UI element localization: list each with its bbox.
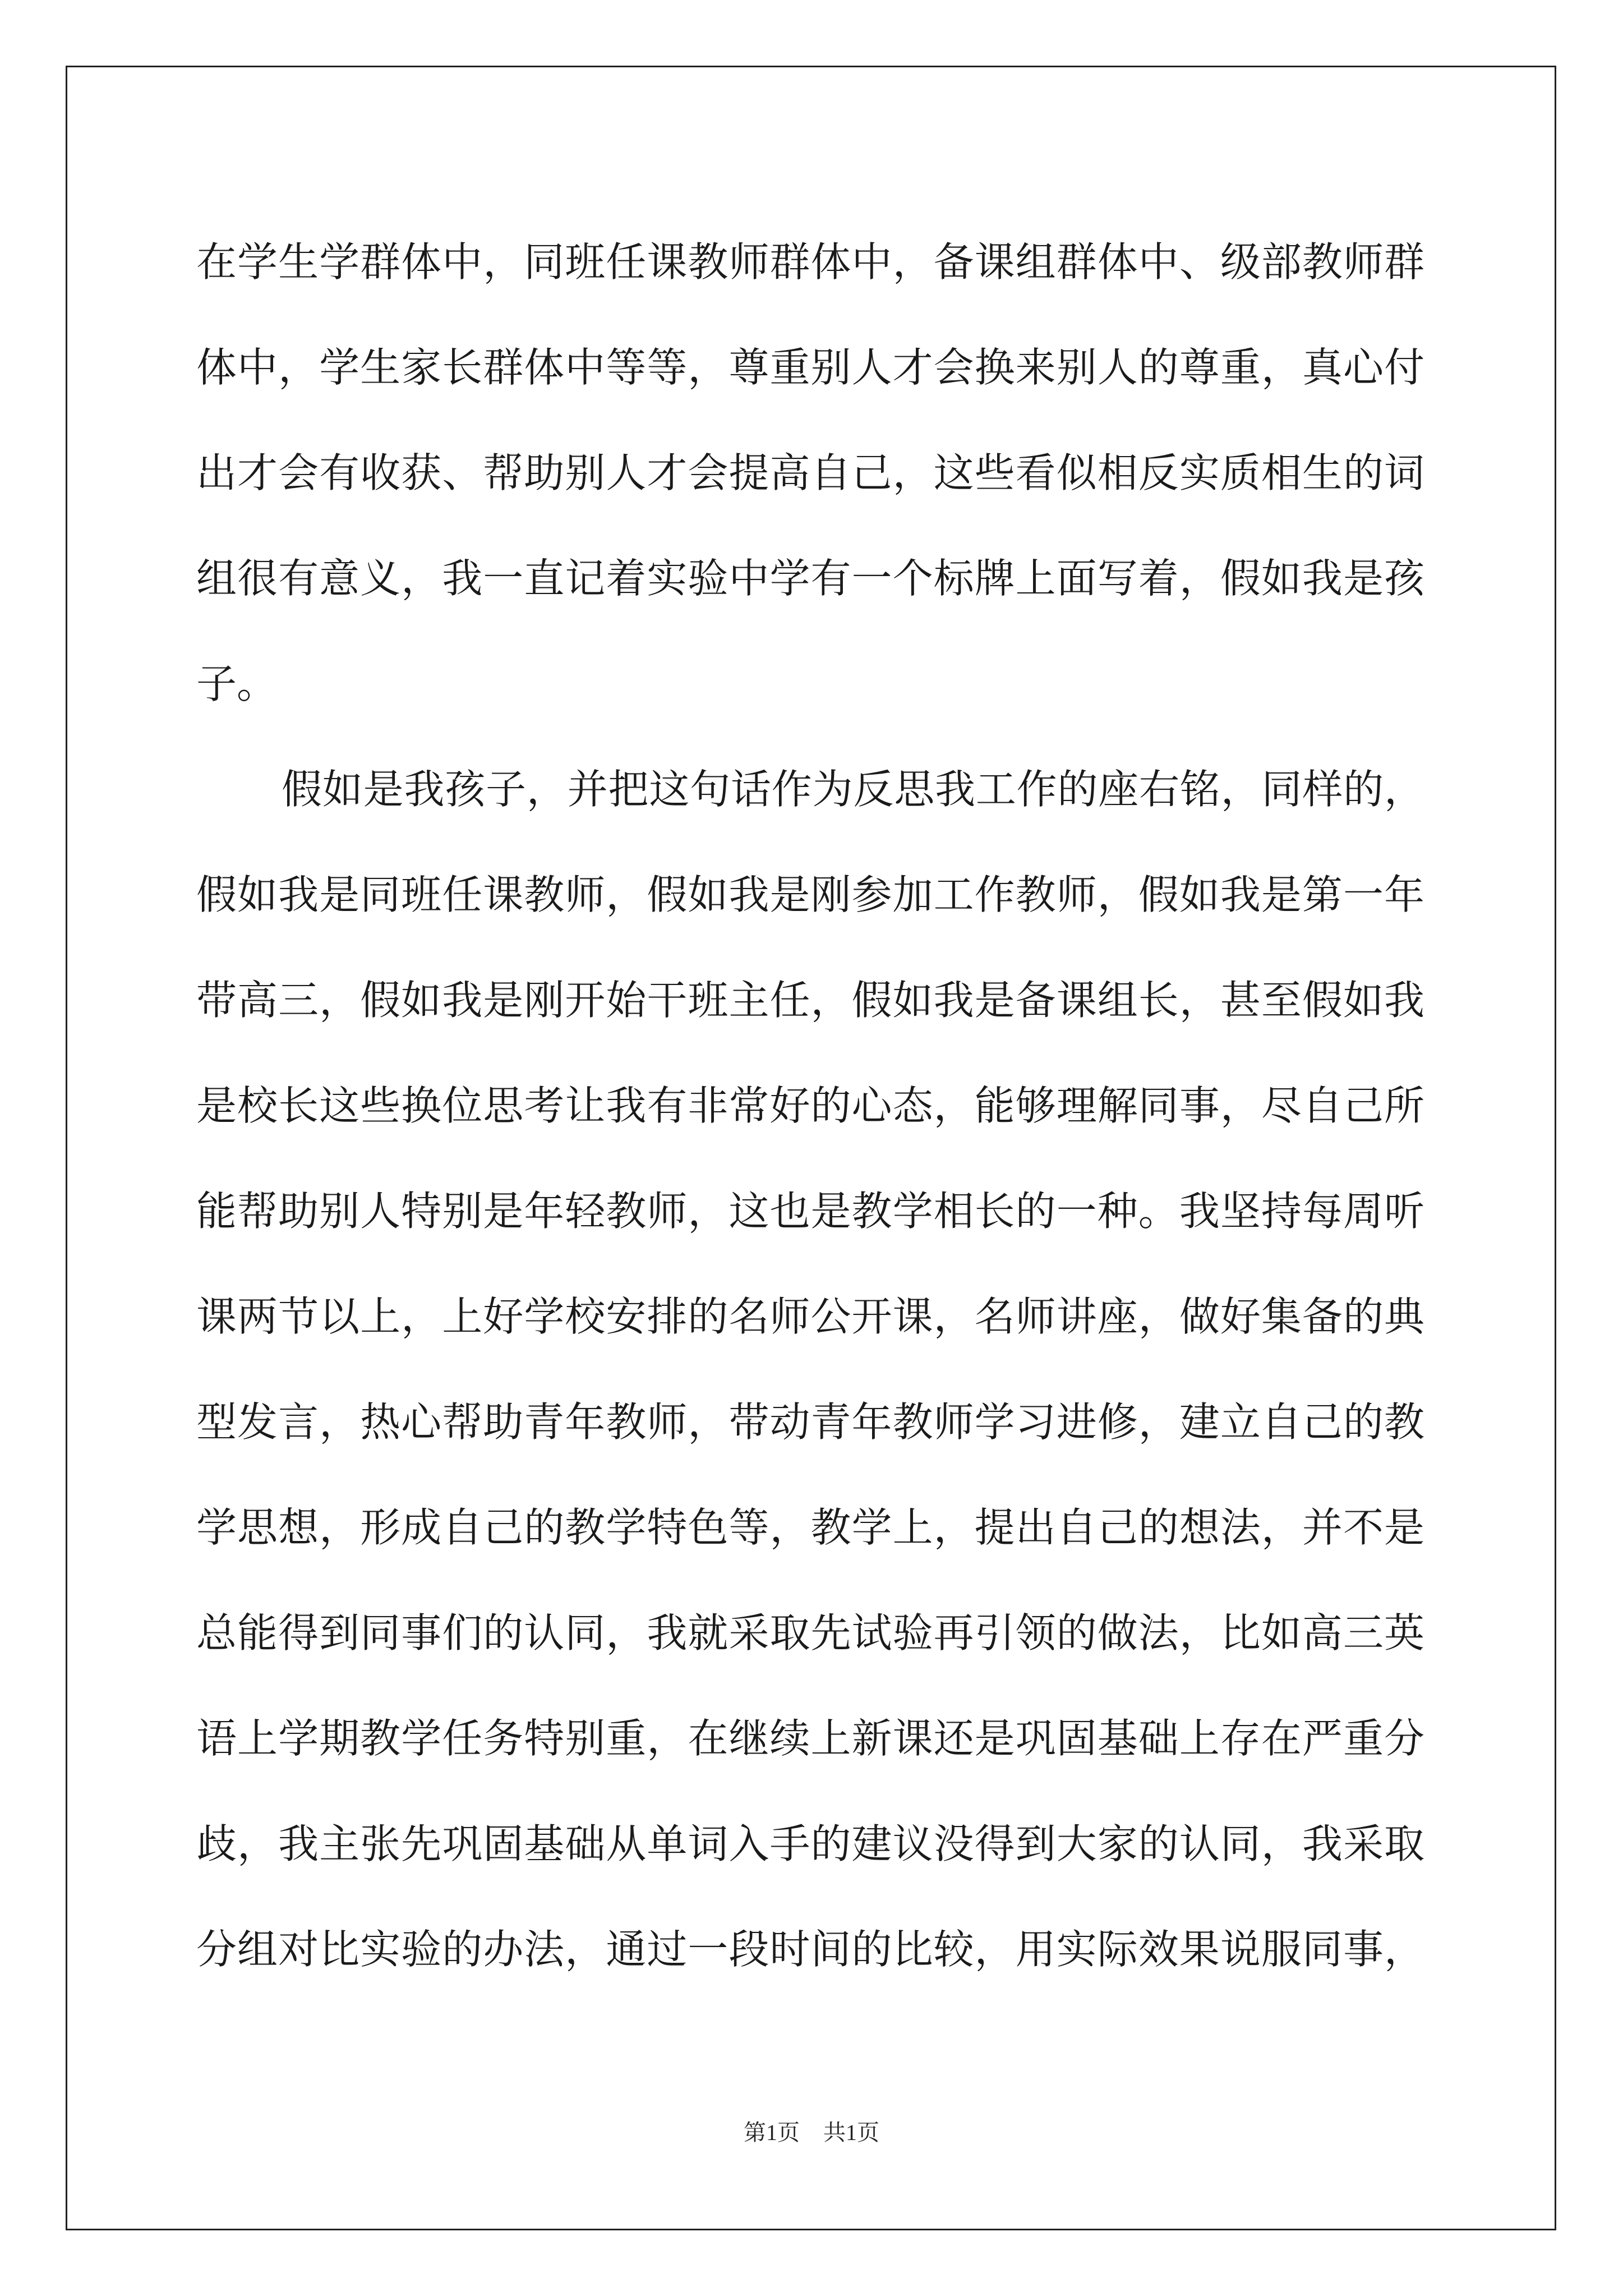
text-line: 型发言，热心帮助青年教师，带动青年教师学习进修，建立自己的教 [196, 1398, 1424, 1446]
document-body [196, 209, 1424, 2002]
text-line: 是校长这些换位思考让我有非常好的心态，能够理解同事，尽自己所 [196, 1082, 1424, 1129]
text-line: 出才会有收获、帮助别人才会提高自己，这些看似相反实质相生的词 [196, 449, 1424, 496]
text-line: 分组对比实验的办法，通过一段时间的比较，用实际效果说服同事， [196, 1926, 1424, 1973]
text-line: 体中，学生家长群体中等等，尊重别人才会换来别人的尊重，真心付 [196, 344, 1424, 391]
page-number: 第1页 [744, 2120, 800, 2145]
text-line: 歧，我主张先巩固基础从单词入手的建议没得到大家的认同，我采取 [196, 1820, 1424, 1867]
text-line: 带高三，假如我是刚开始干班主任，假如我是备课组长，甚至假如我 [196, 977, 1424, 1024]
text-line: 总能得到同事们的认同，我就采取先试验再引领的做法，比如高三英 [196, 1609, 1424, 1657]
text-line: 学思想，形成自己的教学特色等，教学上，提出自己的想法，并不是 [196, 1504, 1424, 1551]
text-line: 假如是我孩子，并把这句话作为反思我工作的座右铭，同样的， [282, 766, 1424, 813]
text-line: 课两节以上，上好学校安排的名师公开课，名师讲座，做好集备的典 [196, 1293, 1424, 1340]
text-line: 在学生学群体中，同班任课教师群体中，备课组群体中、级部教师群 [196, 238, 1424, 286]
text-line: 组很有意义，我一直记着实验中学有一个标牌上面写着，假如我是孩 [196, 555, 1424, 602]
text-line: 能帮助别人特别是年轻教师，这也是教学相长的一种。我坚持每周听 [196, 1188, 1424, 1235]
text-line: 假如我是同班任课教师，假如我是刚参加工作教师，假如我是第一年 [196, 871, 1424, 918]
page-footer [0, 2115, 1623, 2147]
text-line: 语上学期教学任务特别重，在继续上新课还是巩固基础上存在严重分 [196, 1715, 1424, 1762]
page-total: 共1页 [823, 2120, 879, 2145]
text-line: 子。 [196, 660, 278, 707]
